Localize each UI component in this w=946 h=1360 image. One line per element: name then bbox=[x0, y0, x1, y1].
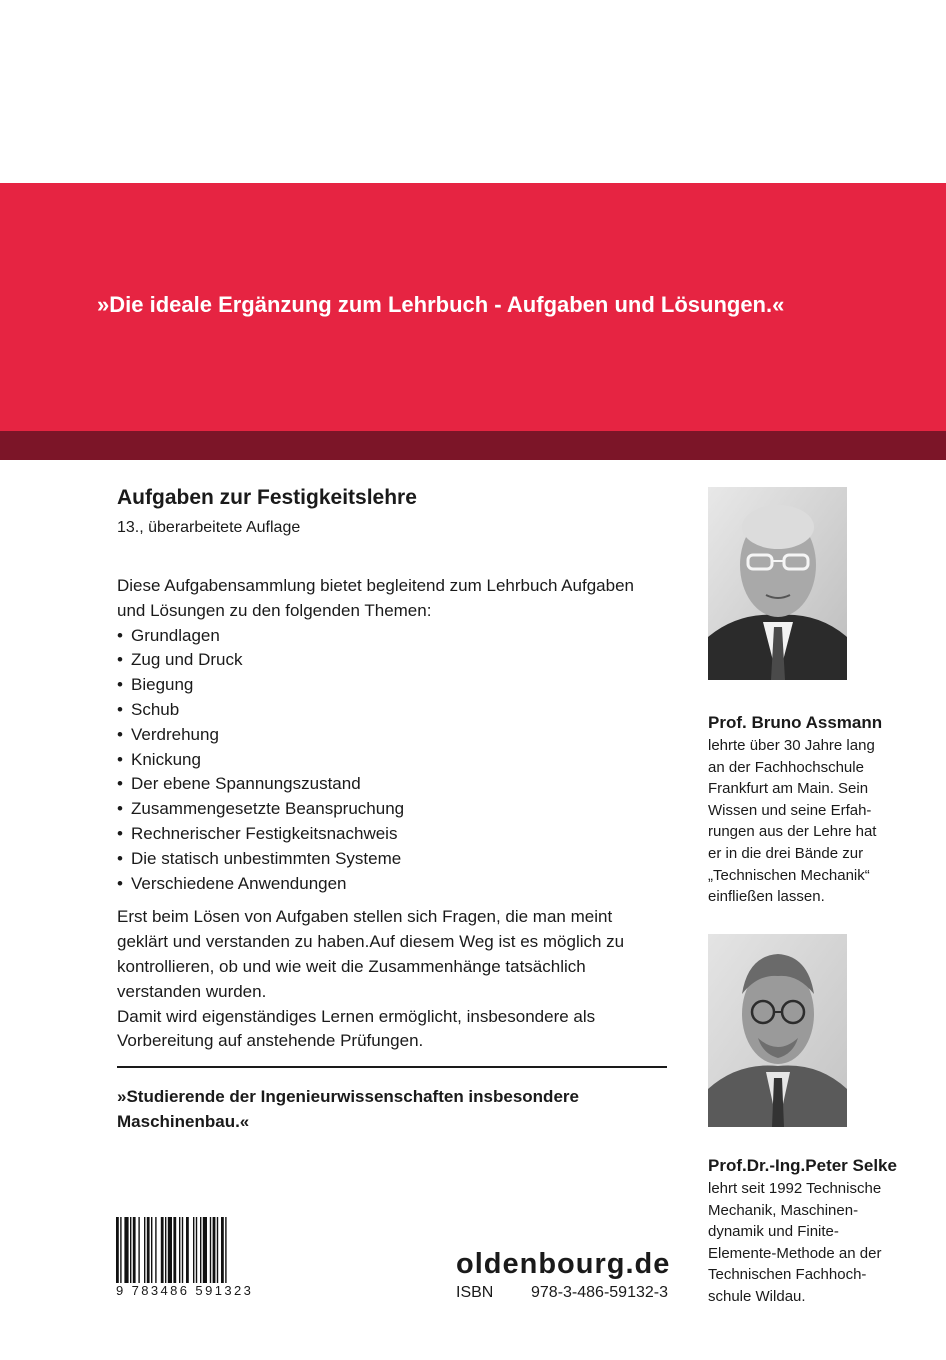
barcode-bar bbox=[133, 1217, 136, 1283]
author-photo-selke bbox=[708, 934, 847, 1127]
barcode-bar bbox=[186, 1217, 189, 1283]
bio-line: er in die drei Bände zur bbox=[708, 844, 864, 862]
bio-line: Wissen und seine Erfah- bbox=[708, 801, 872, 819]
isbn-line bbox=[456, 1284, 668, 1302]
list-item: • Schub bbox=[117, 698, 669, 723]
author-photo-assmann bbox=[708, 487, 847, 680]
bullet-icon: • bbox=[117, 650, 123, 670]
audience-line: »Studierende der Ingenieurwissenschaften insbesondere bbox=[117, 1087, 579, 1106]
barcode-bar bbox=[193, 1217, 194, 1283]
barcode-bar bbox=[213, 1217, 216, 1283]
barcode-digits: 9 783486 591323 bbox=[116, 1283, 254, 1298]
bio-line: lehrte über 30 Jahre lang bbox=[708, 737, 875, 754]
intro-line: und Lösungen zu den folgenden Themen: bbox=[117, 600, 432, 620]
intro-text bbox=[117, 574, 669, 624]
tagline: »Die ideale Ergänzung zum Lehrbuch - Aufgaben und Lösungen.« bbox=[97, 292, 785, 317]
barcode-bar bbox=[200, 1217, 201, 1283]
barcode-bar bbox=[155, 1217, 156, 1283]
bullet-icon: • bbox=[117, 625, 123, 645]
bio-line: rungen aus der Lehre hat bbox=[708, 823, 877, 841]
list-item: • Knickung bbox=[117, 748, 669, 773]
paragraph-line: geklärt und verstanden zu haben.Auf diesem Weg ist es möglich zu bbox=[117, 932, 625, 952]
author-name: Prof.Dr.-Ing.Peter Selke bbox=[708, 1156, 897, 1175]
paragraph-line: kontrollieren, ob und wie weit die Zusammenhänge tatsächlich bbox=[117, 956, 586, 976]
barcode-bar bbox=[168, 1217, 172, 1283]
barcode-bar bbox=[210, 1217, 211, 1283]
audience-statement bbox=[117, 1084, 669, 1134]
barcode-bar bbox=[182, 1217, 183, 1283]
bio-line: schule Wildau. bbox=[708, 1287, 806, 1305]
bullet-icon: • bbox=[117, 724, 123, 744]
barcode-icon bbox=[116, 1217, 266, 1283]
barcode-bar bbox=[144, 1217, 145, 1283]
author-bio-assmann bbox=[708, 711, 908, 908]
list-item: • Der ebene Spannungszustand bbox=[117, 772, 669, 797]
barcode-bar bbox=[147, 1217, 150, 1283]
bullet-icon: • bbox=[117, 699, 123, 719]
bullet-icon: • bbox=[117, 774, 123, 794]
bullet-icon: • bbox=[117, 823, 123, 843]
list-item: • Verschiedene Anwendungen bbox=[117, 872, 669, 897]
barcode-bar bbox=[225, 1217, 226, 1283]
list-item: • Grundlagen bbox=[117, 624, 669, 649]
barcode-bar bbox=[120, 1217, 121, 1283]
list-item: • Biegung bbox=[117, 673, 669, 698]
topic-list bbox=[117, 624, 669, 897]
paragraph-line: Vorbereitung auf anstehende Prüfungen. bbox=[117, 1031, 424, 1051]
bullet-icon: • bbox=[117, 799, 123, 819]
barcode-bar bbox=[116, 1217, 119, 1283]
bio-line: an der Fachhochschule bbox=[708, 758, 864, 776]
bio-line: Frankfurt am Main. Sein bbox=[708, 780, 869, 798]
bio-line: „Technischen Mechanik“ bbox=[708, 866, 870, 884]
edition: 13., überarbeitete Auflage bbox=[117, 519, 301, 536]
bullet-icon: • bbox=[117, 873, 123, 893]
barcode-bar bbox=[124, 1217, 128, 1283]
audience-line: Maschinenbau.« bbox=[117, 1112, 250, 1131]
list-item: • Rechnerischer Festigkeitsnachweis bbox=[117, 822, 669, 847]
isbn-number: 978-3-486-59132-3 bbox=[531, 1284, 668, 1301]
publisher-website: oldenbourg.de bbox=[456, 1248, 671, 1280]
bullet-icon: • bbox=[117, 675, 123, 695]
barcode-bar bbox=[151, 1217, 152, 1283]
description-paragraph bbox=[117, 905, 669, 1054]
bio-line: Mechanik, Maschinen- bbox=[708, 1201, 859, 1219]
barcode-bar bbox=[138, 1217, 139, 1283]
bio-line: Elemente-Methode an der bbox=[708, 1244, 882, 1262]
portrait-icon bbox=[708, 487, 847, 680]
paragraph-line: Erst beim Lösen von Aufgaben stellen sich Fragen, die man meint bbox=[117, 907, 613, 927]
isbn-label: ISBN bbox=[456, 1284, 494, 1301]
bio-line: lehrt seit 1992 Technische bbox=[708, 1180, 882, 1197]
dark-red-stripe bbox=[0, 431, 946, 460]
barcode-bar bbox=[203, 1217, 207, 1283]
list-item: • Zug und Druck bbox=[117, 648, 669, 673]
barcode-bar bbox=[221, 1217, 224, 1283]
bio-line: dynamik und Finite- bbox=[708, 1223, 839, 1241]
paragraph-line: Damit wird eigenständiges Lernen ermöglicht, insbesondere als bbox=[117, 1006, 596, 1026]
barcode-bar bbox=[217, 1217, 218, 1283]
barcode-bar bbox=[179, 1217, 180, 1283]
bio-line: Technischen Fachhoch- bbox=[708, 1266, 867, 1284]
book-description bbox=[117, 483, 669, 1054]
barcode-bar bbox=[173, 1217, 176, 1283]
portrait-icon bbox=[708, 934, 847, 1127]
bio-line: einfließen lassen. bbox=[708, 888, 825, 906]
bullet-icon: • bbox=[117, 749, 123, 769]
divider bbox=[117, 1066, 667, 1068]
intro-line: Diese Aufgabensammlung bietet begleitend zum Lehrbuch Aufgaben bbox=[117, 576, 634, 595]
barcode-bar bbox=[196, 1217, 197, 1283]
barcode-bar bbox=[130, 1217, 131, 1283]
barcode-bar bbox=[165, 1217, 166, 1283]
author-name: Prof. Bruno Assmann bbox=[708, 713, 883, 732]
bullet-icon: • bbox=[117, 848, 123, 868]
paragraph-line: verstanden wurden. bbox=[117, 981, 267, 1001]
list-item: • Die statisch unbestimmten Systeme bbox=[117, 847, 669, 872]
list-item: • Zusammengesetzte Beanspruchung bbox=[117, 797, 669, 822]
list-item: • Verdrehung bbox=[117, 723, 669, 748]
book-title: Aufgaben zur Festigkeitslehre bbox=[117, 486, 417, 509]
author-bio-selke bbox=[708, 1154, 908, 1308]
barcode-bar bbox=[161, 1217, 164, 1283]
